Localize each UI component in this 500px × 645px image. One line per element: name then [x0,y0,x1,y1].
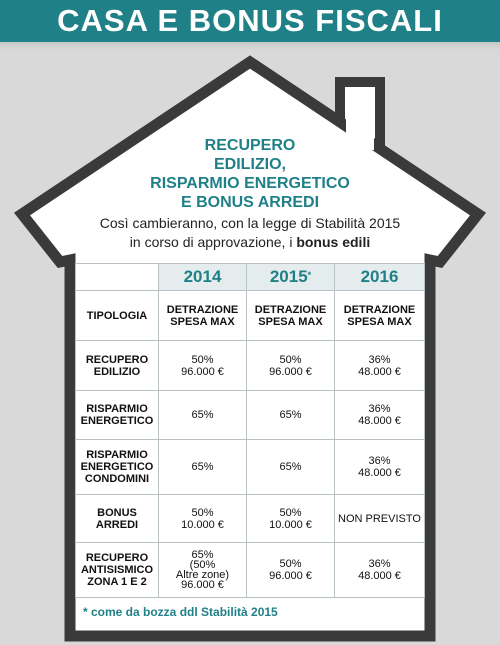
table-row [76,440,425,495]
footnote: * come da bozza ddl Stabilità 2015 [83,605,278,619]
label-line: ENERGETICO [80,415,154,427]
cell-line: 96.000 € [269,570,312,582]
cell-line: (50% [189,559,216,571]
subtitle [70,214,430,252]
chimney-cover [346,110,374,150]
table-cell [247,440,335,495]
cell-line: 96.000 € [181,365,224,378]
table-cell [335,495,425,543]
table-cell [335,341,425,391]
col-header-line: SPESA MAX [258,315,323,328]
table-row [76,391,425,440]
col-header-line: DETRAZIONE [254,303,327,316]
row-label-recupero-edilizio [76,341,159,391]
heading-line: RISPARMIO ENERGETICO [150,175,350,192]
col-header-line: SPESA MAX [347,315,412,328]
cell-line: 48.000 € [358,415,401,427]
year-corner-cell [76,264,159,291]
cell-line: 96.000 € [181,579,224,591]
subtitle-line2 [70,233,430,252]
cell-line: 50% [191,506,214,519]
cell-line: 65% [191,549,214,561]
col-header-line: DETRAZIONE [343,303,416,316]
table-cell [335,440,425,495]
table-cell [159,391,247,440]
cell-line: 36% [368,403,391,415]
label-line: ENERGETICO [80,461,154,473]
table-cell [159,543,247,598]
cell-line: 50% [191,353,214,366]
table-cell [159,440,247,495]
label-line: RISPARMIO [86,449,148,461]
cell-line: 10.000 € [269,518,312,531]
label-line: RECUPERO [85,353,149,366]
table-row [76,495,425,543]
table-cell [247,391,335,440]
cell-line: 48.000 € [358,365,401,378]
cell-line: 96.000 € [269,365,312,378]
table-row [76,543,425,598]
cell-line: 50% [279,558,302,570]
table-row [76,341,425,391]
table-cell [247,341,335,391]
col-header-2014 [159,291,247,341]
subtitle-bold-text: bonus edili [296,234,371,250]
year-2014: 2014 [159,264,247,291]
cell-line: 36% [368,558,391,570]
table-cell [159,495,247,543]
cell-line: 50% [279,506,302,519]
year-2015-label: 2015 [269,267,308,286]
heading-line: E BONUS ARREDI [180,194,320,211]
label-line: ZONA 1 E 2 [87,576,147,588]
banner-title: CASA E BONUS FISCALI [57,3,443,38]
label-line: ARREDI [95,518,139,531]
subtitle-line2-text: in corso di approvazione, i [129,234,297,250]
cell-line: 10.000 € [181,518,224,531]
table-cell [247,495,335,543]
heading-line: EDILIZIO, [214,156,286,173]
table-cell [159,341,247,391]
label-line: RECUPERO [85,552,149,564]
col-header-2016 [335,291,425,341]
year-2015 [247,264,335,291]
row-label-risparmio-energetico-condomini [76,440,159,495]
header-row [76,291,425,341]
section-heading [150,136,350,212]
cell-line: 48.000 € [358,467,401,479]
col-header-2015 [247,291,335,341]
year-2015-footnote-mark: * [307,270,312,280]
cell-line: 65% [279,409,302,421]
label-line: CONDOMINI [84,473,150,485]
cell-line: 65% [191,461,214,473]
col-header-line: DETRAZIONE [166,303,239,316]
row-label-bonus-arredi [76,495,159,543]
cell-line: NON PREVISTO [338,512,421,525]
heading-line: RECUPERO [204,137,296,154]
label-line: EDILIZIO [93,365,141,378]
cell-line: 48.000 € [358,570,401,582]
row-label-recupero-antisismico [76,543,159,598]
label-line: BONUS [97,506,137,519]
cell-line: 36% [368,353,391,366]
row-label-risparmio-energetico [76,391,159,440]
cell-line: 65% [279,461,302,473]
cell-line: 65% [191,409,214,421]
table-cell [335,391,425,440]
year-2016: 2016 [335,264,425,291]
col-header-line: SPESA MAX [170,315,235,328]
tipologia-header: TIPOLOGIA [76,291,159,341]
cell-line: 36% [368,455,391,467]
table-cell [247,543,335,598]
cell-line: Altre zone) [175,569,230,581]
label-line: RISPARMIO [86,403,148,415]
subtitle-line1: Così cambieranno, con la legge di Stabilità 2015 [99,215,401,231]
bonus-table [75,263,425,598]
cell-line: 50% [279,353,302,366]
year-row [76,264,425,291]
table-cell [335,543,425,598]
label-line: ANTISISMICO [80,564,154,576]
